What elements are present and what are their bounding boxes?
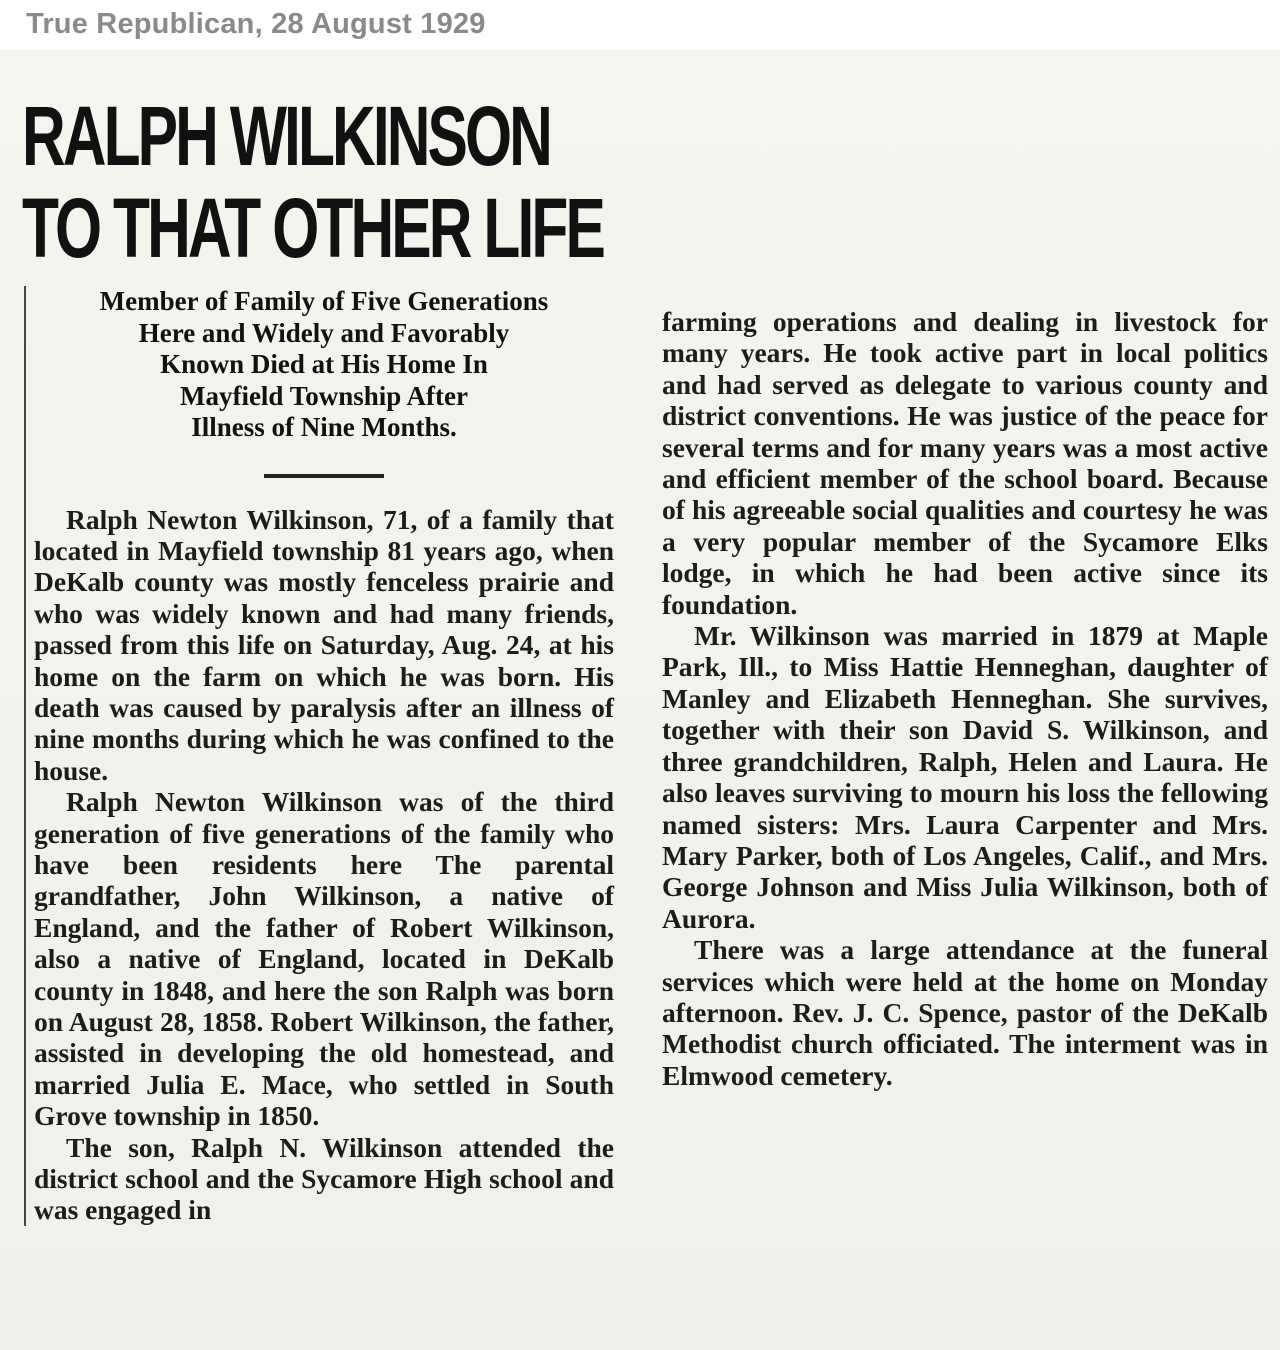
left-column [24, 286, 614, 1226]
deck-line-5: Illness of Nine Months. [191, 412, 457, 442]
paragraph-3: The son, Ralph N. Wilkinson attended the district school and the Sycamore High school and was engaged in [34, 1131, 614, 1226]
deck-line-2: Here and Widely and Favorably [138, 317, 510, 348]
paragraph-1: Ralph Newton Wilkinson, 71, of a family that located in Mayfield township 81 years ago, when DeKalb county was mostly fenceless prairie and who was widely known and had many friends, passed from this life on Saturday, Aug. 24, at his home on the farm on which he was born. His death was caused by paralysis after an illness of nine months during which he was confined to the house. [34, 503, 614, 786]
headline-line-1: RALPH WILKINSON [22, 89, 550, 183]
paragraph-6: There was a large attendance at the funeral services which were held at the home on Monday afternoon. Rev. J. C. Spence, pastor of the DeKalb Methodist church officiated. The interment was in Elmwood cemetery. [662, 934, 1268, 1091]
paragraph-2: Ralph Newton Wilkinson was of the third generation of five generations of the family who have been residents here The parental grandfather, John Wilkinson, a native of England, and the father of Robert Wilkinson, also a native of England, located in DeKalb county in 1848, and here the son Ralph was born on August 28, 1858. Robert Wilkinson, the father, assisted in developing the old homestead, and married Julia E. Mace, who settled in South Grove township in 1850. [34, 786, 614, 1132]
right-column [662, 306, 1268, 1091]
paragraph-4: farming operations and dealing in livestock for many years. He took active part in local politics and had served as delegate to various county and district conventions. He was justice of the peace for several terms and for many years was a most active and efficient member of the school board. Because of his agreeable social qualities and courtesy he was a very popular member of the Sycamore Elks lodge, in which he had been active since its foundation. [662, 306, 1268, 620]
headline [22, 90, 622, 274]
divider-rule [264, 474, 384, 478]
deck-line-4: Mayfield Township After [179, 380, 469, 411]
deck-line-3: Known Died at His Home In [160, 349, 488, 379]
source-caption: True Republican, 28 August 1929 [26, 8, 486, 40]
subheadline-deck [34, 286, 614, 444]
paragraph-5: Mr. Wilkinson was married in 1879 at Maple Park, Ill., to Miss Hattie Henneghan, daughter of Manley and Elizabeth Henneghan. She survives, together with their son David S. Wilkinson, and three grandchildren, Ralph, Helen and Laura. He also leaves surviving to mourn his loss the fellowing named sisters: Mrs. Laura Carpenter and Mrs. Mary Parker, both of Los Angeles, Calif., and Mrs. George Johnson and Miss Julia Wilkinson, both of Aurora. [662, 620, 1268, 934]
headline-line-2: TO THAT OTHER LIFE [22, 181, 603, 275]
deck-line-1: Member of Family of Five Generations [99, 286, 549, 316]
